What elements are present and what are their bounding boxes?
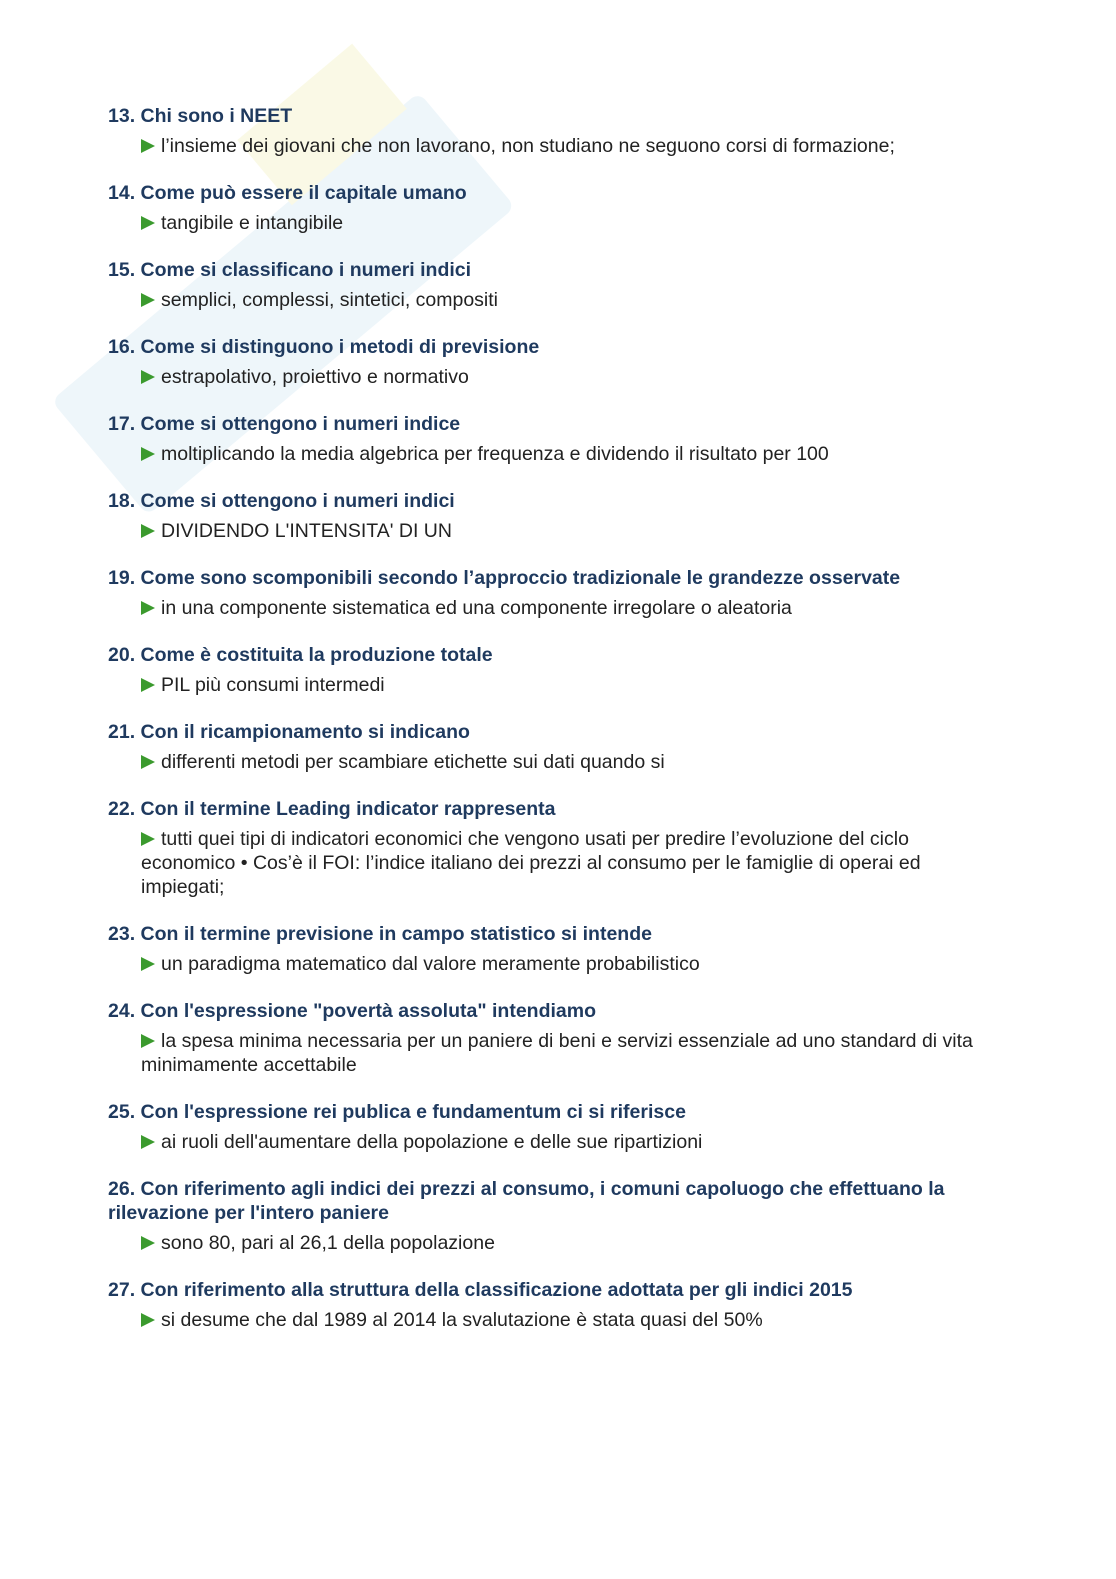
qa-item <box>108 922 1008 976</box>
answer <box>141 596 1008 620</box>
qa-item <box>108 489 1008 543</box>
answer-text: sono 80, pari al 26,1 della popolazione <box>161 1232 495 1254</box>
answer-text: la spesa minima necessaria per un paniere di beni e servizi essenziale ad uno standard di vita minimamente accettabile <box>141 1030 973 1076</box>
arrow-right-icon <box>141 755 155 769</box>
question: 14. Come può essere il capitale umano <box>108 182 467 204</box>
arrow-right-icon <box>141 1034 155 1048</box>
answer-text: PIL più consumi intermedi <box>161 674 385 696</box>
arrow-right-icon <box>141 832 155 846</box>
question: 22. Con il termine Leading indicator rappresenta <box>108 798 556 820</box>
answer <box>141 519 1008 543</box>
answer <box>141 827 1008 899</box>
answer <box>141 1308 1008 1332</box>
answer <box>141 288 1008 312</box>
answer-text: estrapolativo, proiettivo e normativo <box>161 366 469 388</box>
question: 23. Con il termine previsione in campo statistico si intende <box>108 923 652 945</box>
qa-item <box>108 720 1008 774</box>
qa-item <box>108 566 1008 620</box>
question: 15. Come si classificano i numeri indici <box>108 259 472 281</box>
qa-item <box>108 1278 1008 1332</box>
arrow-right-icon <box>141 1313 155 1327</box>
qa-item <box>108 1100 1008 1154</box>
arrow-right-icon <box>141 957 155 971</box>
question: 26. Con riferimento agli indici dei prezzi al consumo, i comuni capoluogo che effettuano la rilevazione per l'intero paniere <box>108 1178 945 1224</box>
arrow-right-icon <box>141 216 155 230</box>
qa-item <box>108 181 1008 235</box>
arrow-right-icon <box>141 678 155 692</box>
answer <box>141 1130 1008 1154</box>
answer-text: un paradigma matematico dal valore meramente probabilistico <box>161 953 700 975</box>
arrow-right-icon <box>141 139 155 153</box>
answer-text: l’insieme dei giovani che non lavorano, non studiano ne seguono corsi di formazione; <box>161 135 895 157</box>
answer-text: tutti quei tipi di indicatori economici che vengono usati per predire l’evoluzione del ciclo economico • Cos’è il FOI: l’indice italiano dei prezzi al consumo per le famiglie di operai ed impiegati; <box>141 828 921 898</box>
question: 25. Con l'espressione rei publica e fundamentum ci si riferisce <box>108 1101 686 1123</box>
answer <box>141 1231 1008 1255</box>
arrow-right-icon <box>141 1135 155 1149</box>
question: 18. Come si ottengono i numeri indici <box>108 490 455 512</box>
qa-item <box>108 258 1008 312</box>
arrow-right-icon <box>141 524 155 538</box>
answer-text: si desume che dal 1989 al 2014 la svalutazione è stata quasi del 50% <box>161 1309 763 1331</box>
qa-item <box>108 1177 1008 1255</box>
qa-list <box>108 104 1008 1355</box>
answer-text: ai ruoli dell'aumentare della popolazione e delle sue ripartizioni <box>161 1131 703 1153</box>
qa-item <box>108 104 1008 158</box>
answer-text: DIVIDENDO L'INTENSITA' DI UN <box>161 520 452 542</box>
answer <box>141 211 1008 235</box>
qa-item <box>108 643 1008 697</box>
answer-text: in una componente sistematica ed una componente irregolare o aleatoria <box>161 597 792 619</box>
arrow-right-icon <box>141 370 155 384</box>
question: 16. Come si distinguono i metodi di previsione <box>108 336 540 358</box>
answer-text: semplici, complessi, sintetici, compositi <box>161 289 499 311</box>
qa-item <box>108 412 1008 466</box>
answer-text: tangibile e intangibile <box>161 212 344 234</box>
answer-text: moltiplicando la media algebrica per frequenza e dividendo il risultato per 100 <box>161 443 829 465</box>
answer <box>141 134 1008 158</box>
answer-text: differenti metodi per scambiare etichette sui dati quando si <box>161 751 665 773</box>
arrow-right-icon <box>141 601 155 615</box>
question: 17. Come si ottengono i numeri indice <box>108 413 461 435</box>
arrow-right-icon <box>141 447 155 461</box>
question: 21. Con il ricampionamento si indicano <box>108 721 470 743</box>
arrow-right-icon <box>141 1236 155 1250</box>
answer <box>141 1029 1008 1077</box>
answer <box>141 365 1008 389</box>
qa-item <box>108 797 1008 899</box>
answer <box>141 750 1008 774</box>
question: 27. Con riferimento alla struttura della classificazione adottata per gli indici 2015 <box>108 1279 853 1301</box>
qa-item <box>108 999 1008 1077</box>
question: 20. Come è costituita la produzione totale <box>108 644 493 666</box>
question: 19. Come sono scomponibili secondo l’approccio tradizionale le grandezze osservate <box>108 567 901 589</box>
question: 24. Con l'espressione "povertà assoluta" intendiamo <box>108 1000 597 1022</box>
answer <box>141 952 1008 976</box>
arrow-right-icon <box>141 293 155 307</box>
answer <box>141 442 1008 466</box>
question: 13. Chi sono i NEET <box>108 105 293 127</box>
qa-item <box>108 335 1008 389</box>
answer <box>141 673 1008 697</box>
